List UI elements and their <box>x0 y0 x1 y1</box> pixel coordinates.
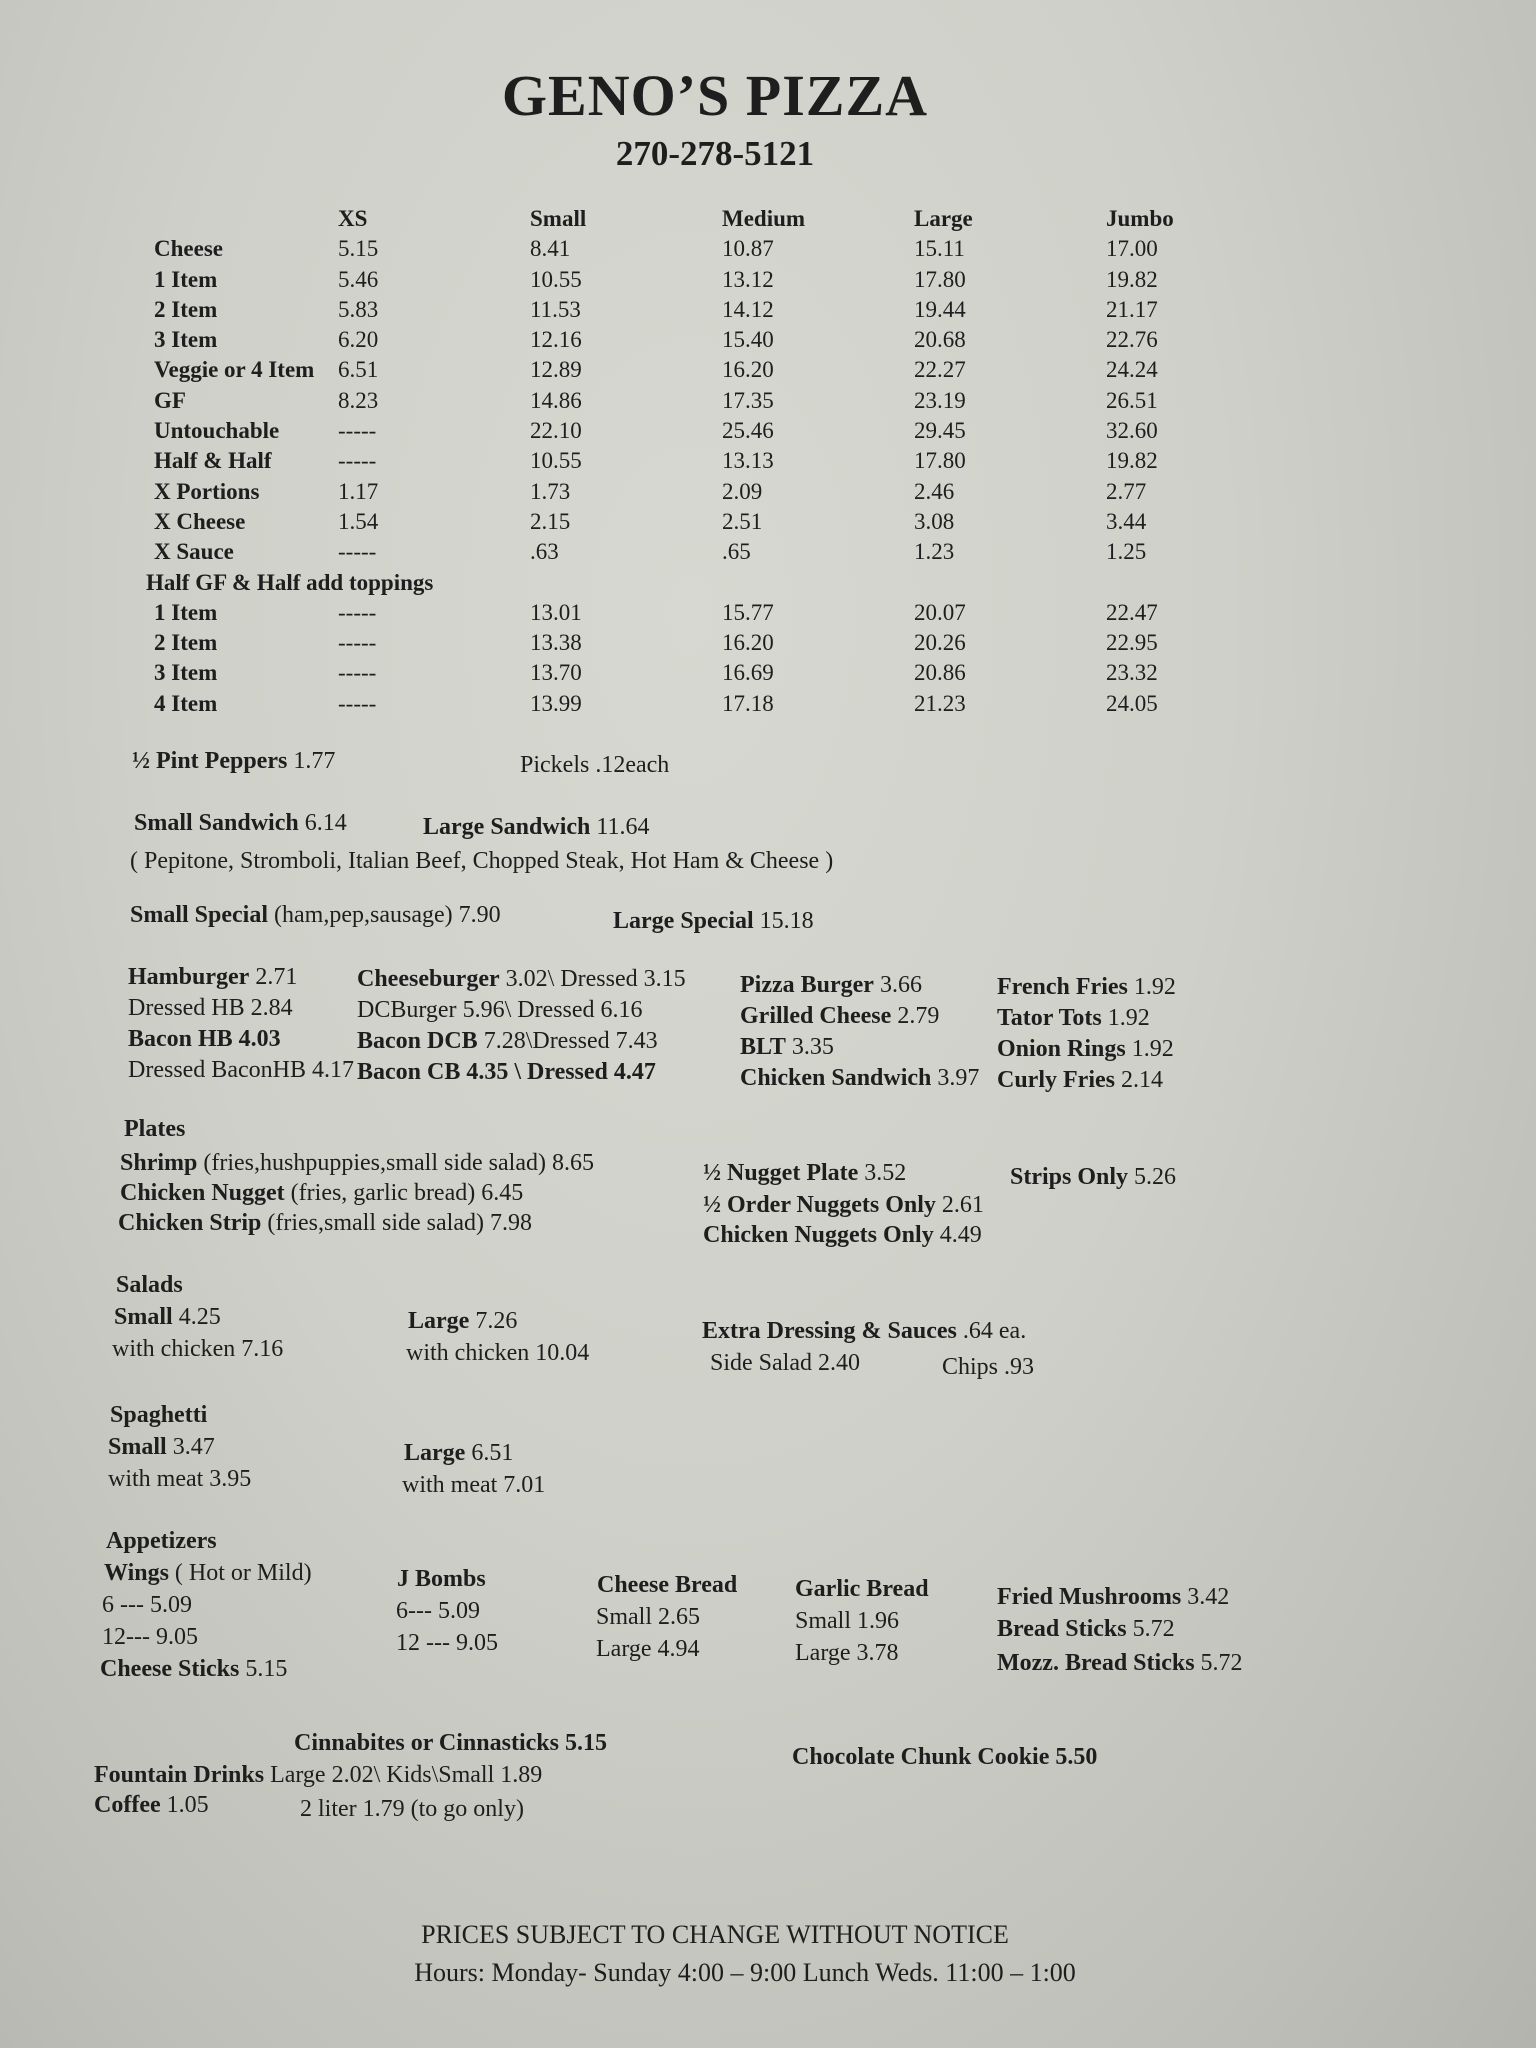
pizza-price-cell: 17.35 <box>722 387 774 413</box>
burgers-col-2 <box>357 966 686 1090</box>
peppers-price: 1.77 <box>293 748 336 774</box>
pizza-price-cell: 17.80 <box>914 448 966 474</box>
burger-item-price: 4.17 <box>311 1057 354 1083</box>
pizza-row <box>138 357 1198 387</box>
burger-menu-item <box>997 974 1176 1005</box>
pizza-item-label: 1 Item <box>154 266 218 292</box>
pizza-price-cell: 22.76 <box>1106 327 1158 353</box>
cheese-bread-small: Small 2.65 <box>596 1604 701 1630</box>
burger-menu-item <box>997 1036 1176 1067</box>
garlic-bread-small: Small 1.96 <box>795 1608 900 1634</box>
chicken-nuggets-only-label: Chicken Nuggets Only <box>703 1222 934 1248</box>
pizza-price-cell: 1.17 <box>338 478 379 504</box>
large-spaghetti-label: Large <box>404 1440 466 1466</box>
small-salad-label: Small <box>114 1304 173 1330</box>
pizza-price-cell: 32.60 <box>1106 418 1158 444</box>
burger-item-label: Curly Fries <box>997 1067 1115 1093</box>
side-salad: Side Salad 2.40 <box>710 1350 860 1376</box>
pizza-row <box>138 539 1198 569</box>
pizza-price-cell: 23.19 <box>914 387 966 413</box>
pizza-price-cell: 14.86 <box>530 387 582 413</box>
pizza-price-cell: 10.55 <box>530 448 582 474</box>
half-gf-rows <box>138 600 1198 721</box>
cinnabites-price: 5.15 <box>564 1730 607 1756</box>
burger-item-price: 1.92 <box>1133 974 1176 1000</box>
burger-item-price: 2.71 <box>255 964 298 990</box>
burger-item-label: Pizza Burger <box>740 972 874 998</box>
pizza-price-cell: 1.23 <box>914 539 955 565</box>
jbombs-6: 6--- 5.09 <box>396 1598 480 1624</box>
fountain-drinks-price: Large 2.02\ Kids\Small 1.89 <box>270 1762 543 1788</box>
small-special-price: 7.90 <box>458 902 501 928</box>
fried-mushrooms <box>997 1584 1229 1611</box>
pizza-price-cell: 25.46 <box>722 418 774 444</box>
large-salad-price: 7.26 <box>475 1308 518 1334</box>
chicken-nugget-desc: (fries, garlic bread) <box>290 1180 476 1206</box>
shrimp-label: Shrimp <box>120 1150 198 1176</box>
small-sandwich-price: 6.14 <box>304 810 347 836</box>
pizza-row <box>138 388 1198 418</box>
burger-menu-item <box>740 1034 979 1065</box>
half-gf-item-label: 3 Item <box>154 660 218 686</box>
pizza-price-cell: .63 <box>530 539 559 565</box>
extra-dressing-price: .64 ea. <box>962 1318 1027 1344</box>
burger-menu-item <box>740 1065 979 1096</box>
half-order-nuggets <box>703 1192 984 1219</box>
strips-only <box>1010 1164 1176 1191</box>
bread-sticks-label: Bread Sticks <box>997 1616 1127 1642</box>
half-gf-heading: Half GF & Half add toppings <box>146 569 434 595</box>
small-special-desc: (ham,pep,sausage) <box>274 902 453 928</box>
pizza-price-cell: 14.12 <box>722 296 774 322</box>
fountain-drinks <box>94 1762 542 1789</box>
pizza-price-cell: 2.51 <box>722 508 763 534</box>
shrimp-plate <box>120 1150 594 1177</box>
burger-item-label: Dressed HB <box>128 995 245 1021</box>
pizza-row <box>138 448 1198 478</box>
burgers-col-4 <box>997 974 1176 1098</box>
mozz-bread-sticks-label: Mozz. Bread Sticks <box>997 1650 1195 1676</box>
wings-desc: ( Hot or Mild) <box>174 1560 312 1586</box>
half-gf-price-cell: 21.23 <box>914 690 966 716</box>
large-salad <box>408 1308 517 1335</box>
coffee-price: 1.05 <box>166 1792 209 1818</box>
strips-only-price: 5.26 <box>1134 1164 1177 1190</box>
fried-mushrooms-label: Fried Mushrooms <box>997 1584 1182 1610</box>
burger-item-label: Grilled Cheese <box>740 1003 892 1029</box>
half-gf-price-cell: 16.20 <box>722 630 774 656</box>
strips-only-label: Strips Only <box>1010 1164 1129 1190</box>
wings-12: 12--- 9.05 <box>102 1624 198 1650</box>
col-header-large: Large <box>914 206 973 231</box>
burgers-col-3 <box>740 972 979 1096</box>
pizza-price-cell: 19.44 <box>914 296 966 322</box>
pizza-price-cell: 5.15 <box>338 236 379 262</box>
small-salad <box>114 1304 221 1331</box>
coffee <box>94 1792 209 1819</box>
burger-menu-item <box>357 1059 686 1090</box>
pizza-price-cell: 20.68 <box>914 327 966 353</box>
burger-item-label: Bacon CB 4.35 \ Dressed 4.47 <box>357 1059 656 1085</box>
burger-menu-item <box>997 1005 1176 1036</box>
pizza-item-label: Half & Half <box>154 448 272 474</box>
coffee-label: Coffee <box>94 1792 161 1818</box>
burger-item-price: 3.35 <box>791 1034 834 1060</box>
large-sandwich <box>423 814 649 841</box>
chicken-nuggets-only <box>703 1222 982 1249</box>
large-sandwich-label: Large Sandwich <box>423 814 591 840</box>
half-order-nuggets-price: 2.61 <box>941 1192 984 1218</box>
pizza-item-label: GF <box>154 387 186 413</box>
burger-menu-item <box>128 1057 354 1088</box>
half-gf-item-label: 4 Item <box>154 690 218 716</box>
half-gf-price-cell: 24.05 <box>1106 690 1158 716</box>
burger-item-price: 2.79 <box>897 1003 940 1029</box>
pizza-price-cell: 1.25 <box>1106 539 1147 565</box>
pizza-price-cell: 19.82 <box>1106 448 1158 474</box>
price-notice: PRICES SUBJECT TO CHANGE WITHOUT NOTICE <box>421 1920 1009 1949</box>
pizza-row <box>138 479 1198 509</box>
half-gf-price-cell: 20.26 <box>914 630 966 656</box>
pizza-price-cell: 5.46 <box>338 266 379 292</box>
pizza-row <box>138 267 1198 297</box>
pizza-item-label: X Sauce <box>154 539 234 565</box>
burger-item-price: 1.92 <box>1131 1036 1174 1062</box>
pizza-price-cell: 19.82 <box>1106 266 1158 292</box>
small-special <box>130 902 501 929</box>
pizza-item-label: 3 Item <box>154 327 218 353</box>
half-gf-row <box>138 691 1198 721</box>
half-gf-price-cell: 20.86 <box>914 660 966 686</box>
half-nugget-plate-price: 3.52 <box>864 1160 907 1186</box>
pizza-price-cell: 29.45 <box>914 418 966 444</box>
pizza-price-cell: 2.77 <box>1106 478 1147 504</box>
burger-menu-item <box>357 966 686 997</box>
pizza-price-cell: 22.10 <box>530 418 582 444</box>
small-sandwich-label: Small Sandwich <box>134 810 299 836</box>
pizza-item-label: X Cheese <box>154 508 246 534</box>
burger-menu-item <box>740 972 979 1003</box>
two-liter: 2 liter 1.79 (to go only) <box>300 1796 524 1822</box>
burger-menu-item <box>128 995 354 1026</box>
pizza-price-cell: 15.40 <box>722 327 774 353</box>
pizza-price-cell: .65 <box>722 539 751 565</box>
chicken-nugget-plate <box>120 1180 523 1207</box>
col-header-xs: XS <box>338 206 368 231</box>
burger-item-price: 5.96\ Dressed 6.16 <box>462 997 643 1023</box>
pizza-price-cell: 6.20 <box>338 327 379 353</box>
pizza-price-cell: 6.51 <box>338 357 379 383</box>
chicken-strip-price: 7.98 <box>489 1210 532 1236</box>
pizza-price-cell: 2.09 <box>722 478 763 504</box>
burger-item-label: Hamburger <box>128 964 250 990</box>
pizza-price-cell: 5.83 <box>338 296 379 322</box>
cookie-price: 5.50 <box>1055 1744 1098 1770</box>
half-gf-row <box>138 630 1198 660</box>
large-spaghetti <box>404 1440 513 1467</box>
large-sandwich-price: 11.64 <box>596 814 650 840</box>
chicken-nugget-price: 6.45 <box>481 1180 524 1206</box>
pizza-price-cell: 21.17 <box>1106 296 1158 322</box>
wings-6: 6 --- 5.09 <box>102 1592 192 1618</box>
pizza-row <box>138 236 1198 266</box>
pizza-price-cell: 12.89 <box>530 357 582 383</box>
large-special-price: 15.18 <box>759 908 814 934</box>
pizza-item-label: Untouchable <box>154 418 280 444</box>
burger-item-label: BLT <box>740 1034 786 1060</box>
half-gf-price-cell: 13.70 <box>530 660 582 686</box>
burger-item-label: Bacon HB 4.03 <box>128 1026 281 1052</box>
half-gf-price-cell: ----- <box>338 630 377 656</box>
wings <box>104 1560 312 1587</box>
mozz-bread-sticks-price: 5.72 <box>1200 1650 1243 1676</box>
burger-item-label: French Fries <box>997 974 1128 1000</box>
large-special <box>613 908 814 935</box>
pizza-rows <box>138 236 1198 569</box>
half-gf-price-cell: 22.95 <box>1106 630 1158 656</box>
phone-number: 270-278-5121 <box>615 134 815 173</box>
pizza-price-table <box>138 206 1198 721</box>
burger-item-label: DCBurger <box>357 997 457 1023</box>
small-salad-price: 4.25 <box>178 1304 221 1330</box>
pizza-item-label: X Portions <box>154 478 260 504</box>
large-salad-chicken: with chicken 10.04 <box>406 1340 590 1366</box>
jbombs-12: 12 --- 9.05 <box>396 1630 498 1656</box>
burger-menu-item <box>357 997 686 1028</box>
pizza-price-cell: ----- <box>338 448 377 474</box>
half-gf-price-cell: ----- <box>338 599 377 625</box>
salads-heading: Salads <box>116 1272 183 1298</box>
pizza-price-cell: 11.53 <box>530 296 581 322</box>
half-gf-row <box>138 600 1198 630</box>
pizza-price-cell: 17.80 <box>914 266 966 292</box>
half-nugget-plate <box>703 1160 906 1187</box>
cinnabites <box>294 1730 607 1757</box>
half-gf-price-cell: 15.77 <box>722 599 774 625</box>
garlic-bread-large: Large 3.78 <box>795 1640 899 1666</box>
pizza-price-cell: 10.55 <box>530 266 582 292</box>
half-nugget-plate-label: ½ Nugget Plate <box>703 1160 859 1186</box>
pizza-price-cell: 2.46 <box>914 478 955 504</box>
peppers-label: ½ Pint Peppers <box>132 748 288 774</box>
chocolate-chunk-cookie <box>792 1744 1097 1771</box>
large-spaghetti-meat: with meat 7.01 <box>402 1472 546 1498</box>
half-gf-price-cell: ----- <box>338 660 377 686</box>
cinnabites-label: Cinnabites or Cinnasticks <box>294 1730 559 1756</box>
fried-mushrooms-price: 3.42 <box>1187 1584 1230 1610</box>
pizza-row <box>138 418 1198 448</box>
pizza-row <box>138 297 1198 327</box>
small-sandwich <box>134 810 347 837</box>
pizza-price-cell: 1.54 <box>338 508 379 534</box>
burger-item-price: 1.92 <box>1107 1005 1150 1031</box>
pizza-table-header <box>138 206 1198 236</box>
bread-sticks <box>997 1616 1175 1643</box>
burger-item-price: 2.14 <box>1120 1067 1163 1093</box>
cheese-sticks-price: 5.15 <box>245 1656 288 1682</box>
burger-menu-item <box>128 1026 354 1057</box>
pizza-item-label: Veggie or 4 Item <box>154 357 315 383</box>
col-header-jumbo: Jumbo <box>1106 206 1174 231</box>
pizza-row <box>138 327 1198 357</box>
cheese-bread-label: Cheese Bread <box>597 1572 738 1598</box>
small-spaghetti-label: Small <box>108 1434 167 1460</box>
pizza-price-cell: ----- <box>338 539 377 565</box>
small-spaghetti <box>108 1434 215 1461</box>
burger-item-label: Cheeseburger <box>357 966 500 992</box>
half-gf-price-cell: 13.38 <box>530 630 582 656</box>
pizza-price-cell: 16.20 <box>722 357 774 383</box>
half-gf-price-cell: 22.47 <box>1106 599 1158 625</box>
burger-item-label: Chicken Sandwich <box>740 1065 932 1091</box>
burger-item-price: 3.66 <box>879 972 922 998</box>
wings-label: Wings <box>104 1560 169 1586</box>
pizza-price-cell: 3.08 <box>914 508 955 534</box>
burgers-col-1 <box>128 964 354 1088</box>
half-gf-price-cell: ----- <box>338 690 377 716</box>
pizza-price-cell: 3.44 <box>1106 508 1147 534</box>
burger-menu-item <box>740 1003 979 1034</box>
plates-heading: Plates <box>124 1116 186 1142</box>
cheese-sticks <box>100 1656 287 1683</box>
half-gf-price-cell: 17.18 <box>722 690 774 716</box>
restaurant-title: GENO’S PIZZA <box>501 63 929 128</box>
appetizers-heading: Appetizers <box>106 1528 217 1554</box>
peppers-item <box>132 748 335 775</box>
pizza-price-cell: 1.73 <box>530 478 571 504</box>
pickels-item: Pickels .12each <box>520 752 670 778</box>
pizza-price-cell: 2.15 <box>530 508 571 534</box>
half-gf-price-cell: 23.32 <box>1106 660 1158 686</box>
pizza-price-cell: 13.13 <box>722 448 774 474</box>
burger-item-label: Bacon DCB <box>357 1028 478 1054</box>
pizza-price-cell: 8.23 <box>338 387 379 413</box>
pizza-price-cell: 12.16 <box>530 327 582 353</box>
half-gf-item-label: 1 Item <box>154 599 218 625</box>
large-salad-label: Large <box>408 1308 470 1334</box>
small-salad-chicken: with chicken 7.16 <box>112 1336 284 1362</box>
burger-item-label: Tator Tots <box>997 1005 1102 1031</box>
sandwich-note: ( Pepitone, Stromboli, Italian Beef, Chopped Steak, Hot Ham & Cheese ) <box>130 848 834 874</box>
pizza-price-cell: 17.00 <box>1106 236 1158 262</box>
burger-menu-item <box>997 1067 1176 1098</box>
large-special-label: Large Special <box>613 908 754 934</box>
pizza-price-cell: 24.24 <box>1106 357 1158 383</box>
pizza-row <box>138 509 1198 539</box>
small-spaghetti-meat: with meat 3.95 <box>108 1466 252 1492</box>
half-gf-price-cell: 13.01 <box>530 599 582 625</box>
burger-item-price: 3.02\ Dressed 3.15 <box>505 966 686 992</box>
half-gf-price-cell: 16.69 <box>722 660 774 686</box>
chicken-strip-plate <box>118 1210 532 1237</box>
bread-sticks-price: 5.72 <box>1132 1616 1175 1642</box>
burger-item-price: 2.84 <box>250 995 293 1021</box>
shrimp-price: 8.65 <box>551 1150 594 1176</box>
burger-item-label: Dressed BaconHB <box>128 1057 306 1083</box>
pizza-price-cell: 8.41 <box>530 236 571 262</box>
col-header-medium: Medium <box>722 206 806 231</box>
extra-dressing-label: Extra Dressing & Sauces <box>702 1318 957 1344</box>
small-spaghetti-price: 3.47 <box>172 1434 215 1460</box>
chicken-strip-label: Chicken Strip <box>118 1210 262 1236</box>
hours: Hours: Monday- Sunday 4:00 – 9:00 Lunch Weds. 11:00 – 1:00 <box>414 1958 1076 1987</box>
shrimp-desc: (fries,hushpuppies,small side salad) <box>203 1150 546 1176</box>
half-gf-row <box>138 660 1198 690</box>
half-gf-item-label: 2 Item <box>154 630 218 656</box>
small-special-label: Small Special <box>130 902 269 928</box>
burger-menu-item <box>357 1028 686 1059</box>
pizza-item-label: Cheese <box>154 236 223 262</box>
pizza-price-cell: 15.11 <box>914 236 965 262</box>
pizza-price-cell: 26.51 <box>1106 387 1158 413</box>
burger-item-price: 3.97 <box>937 1065 980 1091</box>
half-gf-heading-row <box>138 570 1198 600</box>
half-gf-price-cell: 13.99 <box>530 690 582 716</box>
burger-item-price: 7.28\Dressed 7.43 <box>483 1028 658 1054</box>
pizza-price-cell: ----- <box>338 418 377 444</box>
chips: Chips .93 <box>942 1354 1035 1380</box>
chicken-nuggets-only-price: 4.49 <box>939 1222 982 1248</box>
garlic-bread-label: Garlic Bread <box>795 1576 929 1602</box>
burger-item-label: Onion Rings <box>997 1036 1126 1062</box>
half-gf-price-cell: 20.07 <box>914 599 966 625</box>
burger-menu-item <box>128 964 354 995</box>
fountain-drinks-label: Fountain Drinks <box>94 1762 265 1788</box>
chicken-strip-desc: (fries,small side salad) <box>267 1210 484 1236</box>
pizza-price-cell: 22.27 <box>914 357 966 383</box>
large-spaghetti-price: 6.51 <box>471 1440 514 1466</box>
cheese-bread-large: Large 4.94 <box>596 1636 700 1662</box>
pizza-price-cell: 13.12 <box>722 266 774 292</box>
col-header-small: Small <box>530 206 587 231</box>
chicken-nugget-label: Chicken Nugget <box>120 1180 285 1206</box>
pizza-price-cell: 10.87 <box>722 236 774 262</box>
pizza-item-label: 2 Item <box>154 296 218 322</box>
cookie-label: Chocolate Chunk Cookie <box>792 1744 1050 1770</box>
extra-dressing <box>702 1318 1026 1345</box>
jbombs-label: J Bombs <box>397 1566 486 1592</box>
cheese-sticks-label: Cheese Sticks <box>100 1656 240 1682</box>
mozz-bread-sticks <box>997 1650 1243 1677</box>
spaghetti-heading: Spaghetti <box>110 1402 208 1428</box>
half-order-nuggets-label: ½ Order Nuggets Only <box>703 1192 936 1218</box>
